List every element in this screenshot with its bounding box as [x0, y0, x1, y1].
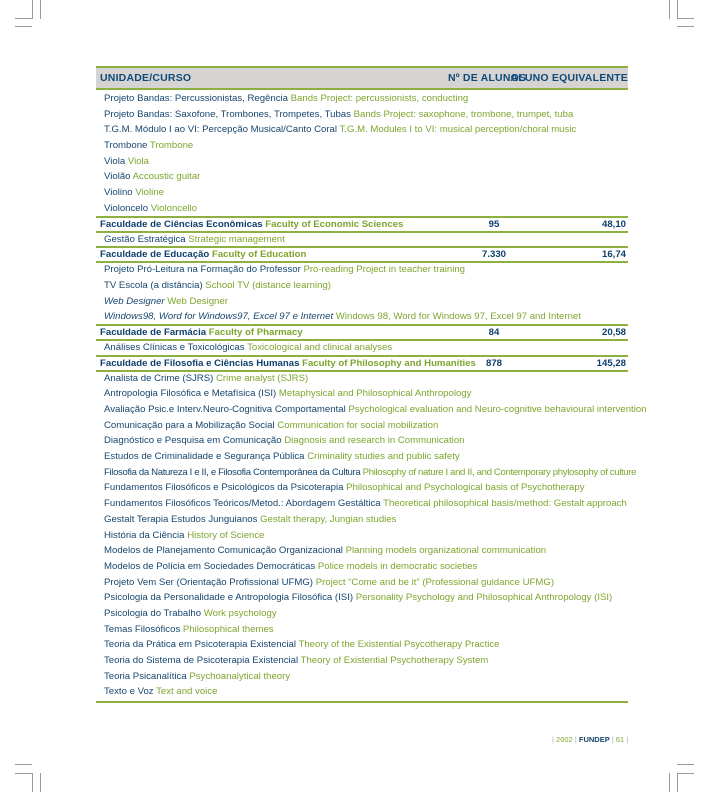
- students-count: 878: [485, 357, 502, 369]
- course-name-en: Communication for social mobilization: [277, 419, 439, 431]
- course-row: [96, 684, 628, 700]
- course-name-en: Trombone: [149, 140, 194, 152]
- course-name-en: Philosophy of nature I and II, and Contemporary phylosophy of culture: [362, 466, 637, 478]
- header-unit-course: UNIDADE/CURSO: [100, 72, 192, 84]
- course-row: [96, 278, 628, 294]
- course-row: [96, 449, 628, 465]
- course-row: [96, 371, 628, 387]
- course-name-pt: Avaliação Psic.e Interv.Neuro-Cognitiva Comportamental: [104, 404, 346, 415]
- course-name-pt: Modelos de Polícia em Sociedades Democráticas: [104, 560, 316, 572]
- course-name-pt: Projeto Bandas: Saxofone, Trombones, Trompetes, Tubas: [104, 108, 351, 120]
- course-name-en: Crime analyst (SJRS): [215, 372, 309, 384]
- students-count: 7.330: [481, 249, 506, 261]
- course-name-pt: Trombone: [104, 140, 148, 152]
- faculty-name-pt: Faculdade de Educação: [100, 249, 210, 261]
- crop-mark: [15, 764, 32, 765]
- crop-mark: [15, 26, 32, 27]
- crop-mark: [32, 0, 33, 19]
- course-row: [96, 201, 628, 217]
- course-row: [96, 637, 628, 653]
- course-row: [96, 91, 628, 107]
- crop-mark: [40, 0, 41, 19]
- students-count: 84: [488, 326, 500, 338]
- course-row: [96, 402, 647, 418]
- course-name-pt: Violoncelo: [104, 202, 149, 214]
- course-name-en: Philosophical themes: [182, 623, 274, 635]
- page-footer: [552, 735, 628, 744]
- course-name-pt: Projeto Bandas: Percussionistas, Regência: [104, 93, 288, 104]
- course-name-pt: Teoria do Sistema de Psicoterapia Existencial: [104, 655, 299, 666]
- crop-mark: [15, 773, 32, 774]
- course-row: [96, 386, 628, 402]
- course-name-en: Psychological evaluation and Neuro-cognitive behavioural intervention: [348, 404, 647, 415]
- faculty-name-en: Faculty of Philosophy and Humanities: [302, 357, 476, 369]
- course-name-en: Project “Come and be it” (Professional guidance UFMG): [315, 576, 555, 588]
- course-name-pt: Psicologia do Trabalho: [104, 607, 202, 619]
- course-name-pt: Modelos de Planejamento Comunicação Organizacional: [104, 545, 343, 557]
- course-name-pt: Viola: [104, 155, 126, 167]
- course-row: [96, 294, 628, 310]
- crop-mark: [677, 0, 678, 19]
- crop-mark: [15, 18, 32, 19]
- equivalent-students: 20,58: [601, 326, 626, 338]
- course-name-en: Text and voice: [156, 686, 218, 698]
- course-row: [96, 465, 637, 481]
- crop-mark: [677, 773, 694, 774]
- course-name-pt: TV Escola (a distância): [104, 279, 203, 291]
- course-name-pt: Teoria da Prática em Psicoterapia Existencial: [104, 639, 296, 651]
- course-name-en: Violoncello: [150, 202, 198, 214]
- course-name-en: Viola: [127, 155, 150, 167]
- course-name-pt: Analista de Crime (SJRS): [104, 372, 214, 384]
- course-name-en: Bands Project: percussionists, conducting: [290, 93, 469, 104]
- table-body: [96, 90, 647, 700]
- course-row: [96, 262, 628, 278]
- crop-mark: [669, 773, 670, 792]
- course-name-en: Psychoanalytical theory: [189, 670, 291, 682]
- faculty-row: [96, 355, 628, 372]
- course-name-en: Criminality studies and public safety: [307, 451, 460, 463]
- course-name-en: Police models in democratic societies: [317, 560, 478, 572]
- table-bottom-rule: [96, 701, 628, 703]
- course-row: [96, 653, 628, 669]
- faculty-name-pt: Faculdade de Farmácia: [100, 326, 207, 338]
- equivalent-students: 16,74: [601, 249, 626, 261]
- course-row: [96, 496, 628, 512]
- faculty-name-pt: Faculdade de Ciências Econômicas: [100, 218, 263, 230]
- course-name-pt: Filosofia da Natureza I e II, e Filosofia Contemporânea da Cultura: [104, 466, 361, 478]
- footer-sep: |: [626, 735, 629, 744]
- course-name-pt: Estudos de Criminalidade e Segurança Pública: [104, 451, 305, 463]
- course-name-pt: Gestão Estratégica: [104, 233, 186, 245]
- course-name-pt: Violão: [104, 171, 131, 183]
- course-name-en: Philosophical and Psychological basis of Psychotherapy: [346, 482, 585, 494]
- crop-mark: [669, 0, 670, 19]
- crop-mark: [677, 773, 678, 792]
- crop-mark: [32, 773, 33, 792]
- crop-mark: [677, 26, 694, 27]
- course-row: [96, 154, 628, 170]
- footer-sep: |: [552, 735, 554, 744]
- course-name-en: Gestalt therapy, Jungian studies: [260, 513, 397, 525]
- course-row: [96, 575, 628, 591]
- course-name-en: Planning models organizational communication: [345, 545, 547, 557]
- course-name-pt: História da Ciência: [104, 529, 185, 541]
- course-row: [96, 138, 628, 154]
- course-row: [96, 185, 628, 201]
- course-row: [96, 606, 628, 622]
- course-name-pt: Fundamentos Filosóficos Teóricos/Metod.: Abordagem Gestáltica: [104, 498, 381, 510]
- faculty-name-en: Faculty of Pharmacy: [208, 326, 303, 338]
- course-row: [96, 559, 628, 575]
- course-name-pt: Windows98, Word for Windows97, Excel 97 e Internet: [104, 311, 334, 323]
- course-row: [96, 433, 628, 449]
- course-name-en: Theoretical philosophical basis/method: Gestalt approach: [383, 498, 627, 510]
- course-name-pt: Texto e Voz: [104, 686, 154, 698]
- course-name-pt: Temas Filosóficos: [104, 623, 181, 635]
- course-row: [96, 622, 628, 638]
- course-name-en: Accoustic guitar: [132, 171, 201, 183]
- course-name-en: Metaphysical and Philosophical Anthropology: [278, 388, 472, 400]
- course-name-en: School TV (distance learning): [205, 279, 331, 291]
- course-name-en: Pro-reading Project in teacher training: [303, 264, 466, 276]
- course-name-en: Theory of the Existential Psycotherapy Practice: [298, 639, 500, 651]
- course-name-en: Violine: [135, 187, 164, 199]
- faculty-name-pt: Faculdade de Filosofia e Ciências Humanas: [100, 357, 300, 369]
- course-name-en: Diagnosis and research in Communication: [284, 435, 465, 447]
- footer-sep: |: [611, 735, 614, 744]
- equivalent-students: 145,28: [596, 357, 626, 369]
- course-name-pt: Projeto Pró-Leitura na Formação do Professor: [104, 264, 301, 276]
- faculty-row: [96, 216, 628, 233]
- crop-mark: [677, 764, 694, 765]
- footer-sep: |: [574, 735, 577, 744]
- course-name-pt: Psicologia da Personalidade e Antropologia Filosófica (ISI): [104, 592, 354, 604]
- course-row: [96, 340, 628, 356]
- crop-mark: [677, 18, 694, 19]
- faculty-row: [96, 324, 628, 341]
- course-name-en: Personality Psychology and Philosophical Anthropology (ISI): [355, 592, 613, 604]
- equivalent-students: 48,10: [601, 218, 626, 230]
- students-count: 95: [488, 218, 500, 230]
- course-table: [96, 66, 647, 703]
- course-name-pt: Web Designer: [104, 295, 165, 307]
- course-name-en: Work psychology: [203, 607, 277, 619]
- course-name-pt: Comunicação para a Mobilização Social: [104, 419, 275, 431]
- faculty-name-en: Faculty of Education: [211, 249, 307, 261]
- faculty-name-en: Faculty of Economic Sciences: [265, 218, 404, 230]
- course-row: [96, 480, 628, 496]
- course-name-pt: Fundamentos Filosóficos e Psicológicos da Psicoterapia: [104, 482, 344, 494]
- faculty-row: [96, 246, 628, 263]
- course-name-en: Windows 98, Word for Windows 97, Excel 97 and Internet: [335, 311, 581, 323]
- crop-mark: [40, 773, 41, 792]
- header-equivalent: ALUNO EQUIVALENTE: [510, 72, 628, 84]
- course-name-en: Toxicological and clinical analyses: [247, 341, 393, 353]
- course-row: [96, 232, 628, 248]
- footer-brand: FUNDEP: [578, 735, 610, 744]
- course-name-en: Web Designer: [167, 295, 228, 307]
- course-row: [96, 543, 628, 559]
- header-students: Nº DE ALUNOS: [448, 72, 527, 84]
- table-header: [96, 66, 628, 90]
- course-name-en: History of Science: [187, 529, 265, 541]
- course-row: [96, 512, 628, 528]
- course-name-pt: Gestalt Terapia Estudos Junguianos: [104, 513, 258, 525]
- course-row: [96, 122, 628, 138]
- footer-year: 2002: [556, 735, 573, 744]
- course-name-pt: Antropologia Filosófica e Metafísica (ISI): [104, 388, 277, 400]
- course-name-pt: T.G.M. Módulo I ao VI: Percepção Musical/Canto Coral: [104, 124, 338, 136]
- course-name-pt: Diagnóstico e Pesquisa em Comunicação: [104, 435, 282, 447]
- course-name-pt: Análises Clínicas e Toxicológicas: [104, 341, 245, 353]
- course-row: [96, 669, 628, 685]
- course-name-en: Strategic management: [188, 233, 285, 245]
- course-row: [96, 169, 628, 185]
- course-name-pt: Projeto Vem Ser (Orientação Profissional UFMG): [104, 576, 314, 588]
- page-number: 61: [615, 735, 625, 744]
- course-row: [96, 418, 628, 434]
- course-name-pt: Teoria Psicanalítica: [104, 670, 187, 682]
- course-name-en: Theory of Existential Psychotherapy System: [300, 655, 489, 666]
- course-name-en: T.G.M. Modules I to VI: musical perception/choral music: [339, 124, 577, 136]
- course-row: [96, 590, 628, 606]
- course-name-en: Bands Project: saxophone, trombone, trumpet, tuba: [353, 108, 574, 120]
- course-row: [96, 309, 628, 325]
- course-row: [96, 107, 628, 123]
- course-name-pt: Violino: [104, 187, 133, 199]
- course-row: [96, 528, 628, 544]
